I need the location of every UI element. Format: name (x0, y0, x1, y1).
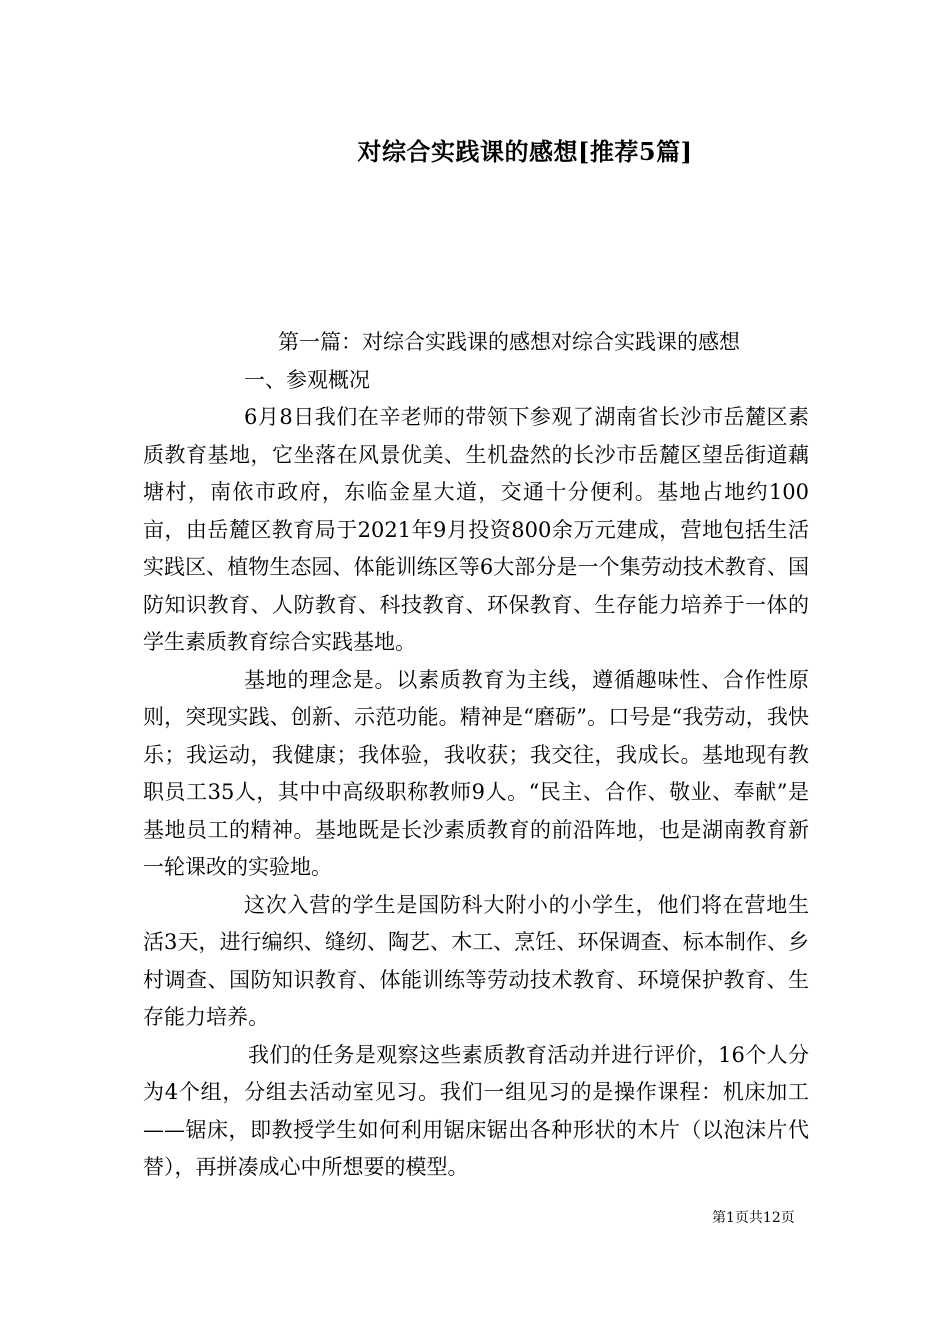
paragraph-2: 基地的理念是。以素质教育为主线，遵循趣味性、合作性原则，突现实践、创新、示范功能。精神是“磨砺”。口号是“我劳动，我快乐；我运动，我健康；我体验，我收获；我交往，我成长。基地现有教职员工35人，其中中高级职称教师9人。“民主、合作、敬业、奉献”是基地员工的精神。基地既是长沙素质教育的前沿阵地，也是湖南教育新一轮课改的实验地。 (143, 667, 809, 879)
paragraph-4: 我们的任务是观察这些素质教育活动并进行评价，16个人分为4个组，分组去活动室见习。我们一组见习的是操作课程：机床加工——锯床，即教授学生如何利用锯床锯出各种形状的木片（以泡沫片代替），再拼凑成心中所想要的模型。 (143, 1042, 809, 1179)
document-body (143, 324, 809, 1187)
document-title: 对综合实践课的感想[推荐5篇] (357, 137, 693, 166)
paragraph-1: 6月8日我们在辛老师的带领下参观了湖南省长沙市岳麓区素质教育基地，它坐落在风景优美、生机盎然的长沙市岳麓区望岳街道藕塘村，南依市政府，东临金星大道，交通十分便利。基地占地约100亩，由岳麓区教育局于2021年9月投资800余万元建成，营地包括生活实践区、植物生态园、体能训练区等6大部分是一个集劳动技术教育、国防知识教育、人防教育、科技教育、环保教育、生存能力培养于一体的学生素质教育综合实践基地。 (143, 405, 809, 654)
section-heading: 一、参观概况 (244, 367, 370, 392)
paragraph-3: 这次入营的学生是国防科大附小的小学生，他们将在营地生活3天，进行编织、缝纫、陶艺、木工、烹饪、环保调查、标本制作、乡村调查、国防知识教育、体能训练等劳动技术教育、环境保护教育、生存能力培养。 (143, 892, 809, 1029)
article-subheading: 第一篇：对综合实践课的感想对综合实践课的感想 (278, 330, 740, 354)
page-indicator: 第1页共12页 (712, 1210, 795, 1226)
